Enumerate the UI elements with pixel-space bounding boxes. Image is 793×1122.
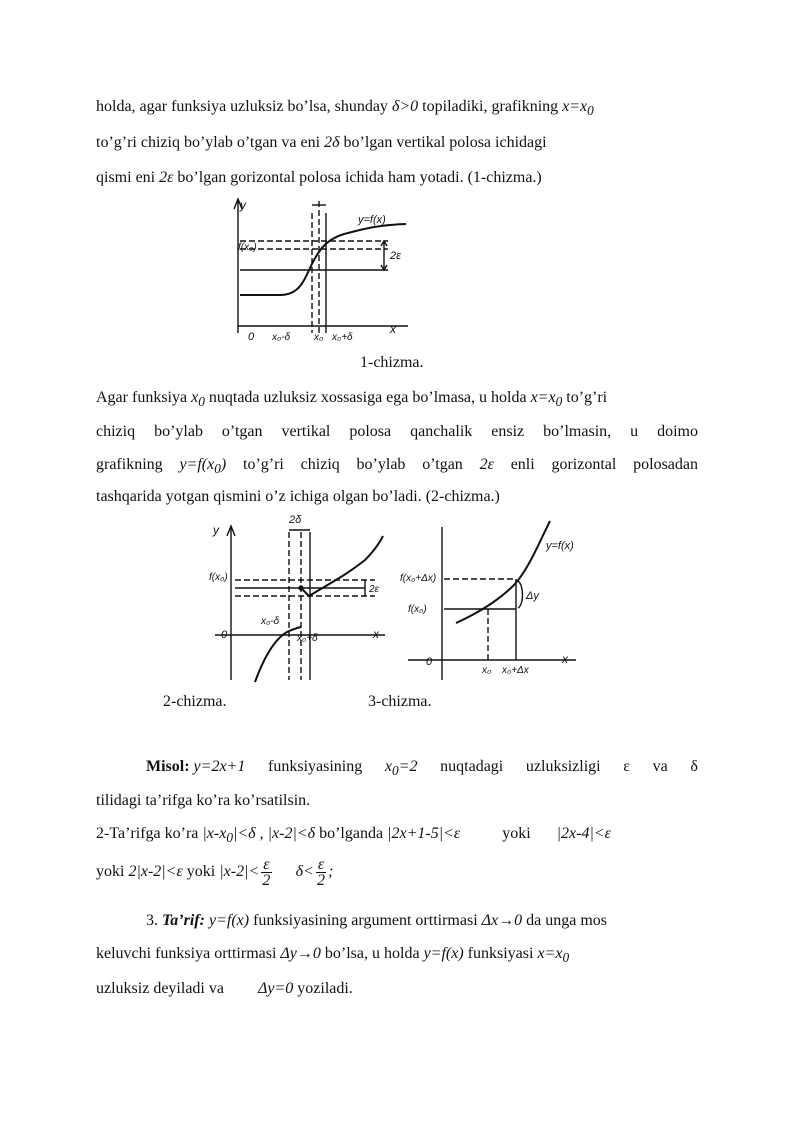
axis-label-x: x (373, 627, 379, 641)
text-line: tashqarida yotgan qismini o’z ichiga olgan bo’ladi. (2-chizma.) (96, 488, 500, 505)
label-curve: y=f(x) (358, 214, 386, 226)
text-line: Agar funksiya $x_0$ nuqtada uzluksiz xossasiga ega bo’lmasa, u holda $x=x_0$ to’g’ri (96, 389, 608, 410)
text-line: 3. Ta’rif: y=f(x) funksiyasining argument orttirmasi Δx→0 da unga mos (146, 912, 608, 929)
example-line: Misol: y=2x+1 funksiyasining $x_0=2$ nuqtadagi uzluksizligi ε va δ (146, 758, 698, 779)
label-f-x0-dx: f(x₀+Δx) (400, 573, 437, 584)
figure-2-caption: 2-chizma. (163, 693, 227, 710)
label-zero: 0 (248, 331, 255, 343)
text-line: uzluksiz deyiladi va Δy=0 yoziladi. (96, 980, 353, 997)
axis-label-y: y (240, 198, 246, 212)
text-line: tilidagi ta’rifga ko’ra ko’rsatilsin. (96, 792, 311, 809)
figure-1 (228, 193, 418, 345)
label-2eps: 2ε (369, 584, 379, 595)
axis-label-x: x (390, 322, 396, 336)
text-line: 2-Ta’rifga ko’ra $|x-x_0|<\delta$ , |x-2|<δ bo’lganda |2x+1-5|<ε yoki |2x-4|<ε (96, 825, 611, 846)
text-line: keluvchi funksiya orttirmasi Δy→0 bo’lsa, u holda y=f(x) funksiyasi $x=x_0$ (96, 945, 570, 966)
figure-3 (398, 515, 588, 685)
axis-label-y: y (213, 523, 219, 537)
label-fx0: f(x₀) (238, 242, 257, 253)
label-2delta: 2δ (289, 514, 302, 526)
function-curve (240, 224, 406, 295)
function-curve (456, 521, 550, 623)
label-fx0: f(x₀) (408, 604, 427, 615)
text-line: qismi eni 2ε bo’lgan gorizontal polosa ichida ham yotadi. (1-chizma.) (96, 169, 542, 186)
text-line: chiziq bo’ylab o’tgan vertikal polosa qanchalik ensiz bo’lmasin, u doimo (96, 423, 698, 440)
label-x0-plus-delta: x₀+δ (297, 633, 318, 644)
label-x0-minus-delta: x₀-δ (272, 332, 291, 343)
text-line: yoki 2|x-2|<ε yoki |x-2|< $\frac{\varepsilon}{2}$ δ< $\frac{\varepsilon}{2}$ ; (96, 855, 334, 889)
label-zero: 0 (426, 656, 433, 668)
label-x0-plus-dx: x₀+Δx (502, 665, 529, 676)
label-x0: x₀ (314, 332, 324, 343)
figure-3-caption: 3-chizma. (368, 693, 432, 710)
label-x0: x₀ (482, 665, 492, 676)
axis-label-x: x (562, 652, 568, 666)
label-zero: 0 (221, 629, 228, 641)
text-line: grafikning $y=f(x_0)$ to’g’ri chiziq bo’ylab o’tgan 2ε enli gorizontal polosadan (96, 456, 699, 477)
text-line: to’g’ri chiziq bo’ylab o’tgan va eni 2δ bo’lgan vertikal polosa ichidagi (96, 134, 547, 151)
label-delta-y: Δy (526, 590, 539, 602)
label-curve: y=f(x) (546, 540, 574, 552)
figure-2 (205, 510, 390, 685)
label-2eps: 2ε (390, 250, 401, 262)
label-fx0: f(x₀) (209, 572, 228, 583)
label-x0-minus-delta: x₀-δ (261, 616, 280, 627)
figure-1-caption: 1-chizma. (360, 354, 424, 371)
text-line: holda, agar funksiya uzluksiz bo’lsa, shunday δ>0 topiladiki, grafikning $x=x_0$ (96, 98, 594, 119)
label-x0-plus-delta: x₀+δ (332, 332, 353, 343)
